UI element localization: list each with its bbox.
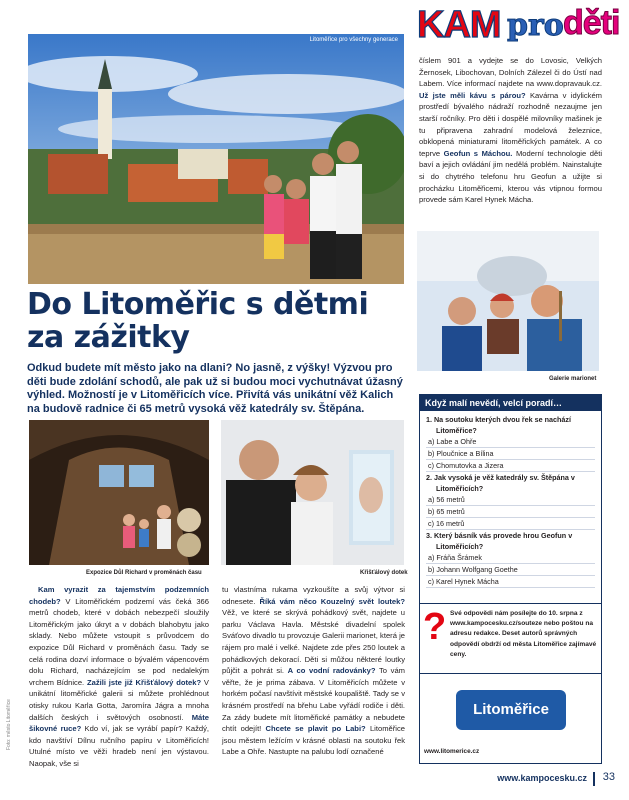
quiz-answer-3a: a) Fráňa Šrámek — [426, 552, 595, 564]
quiz-box — [419, 394, 602, 604]
question-mark-icon: ? — [423, 606, 447, 648]
logo-pro: pro — [507, 8, 564, 43]
heading-hands: Máte šikovné ruce? — [29, 712, 209, 734]
crystal-caption: Křišťálový dotek — [360, 570, 408, 576]
page-footer — [0, 770, 629, 800]
logo-kam-text: KAM — [417, 4, 501, 46]
text-boat-cont: číslem 901 a vydejte se do Lovosic, Velkých Žernosek, Libochovan, Dolních Zálezel či do Ústí nad Labem. Více informací najdete na www.dopravauk.cz. — [419, 56, 602, 89]
text-boat: Litoměřice jsou městem ležícím v krásné oblasti na soutoku řek Labe a Ohře. Nastupte na palubu lodí označené — [222, 724, 405, 757]
litomerice-logo: Litoměřice — [456, 690, 566, 730]
text-crystal: V unikátní litoměřické galerii si můžete prohlédnout otisky rukou Karla Gotta, Jaromíra Jágra a mnoha dalších českých i světových osobností. — [29, 677, 209, 722]
expo-photo — [29, 420, 209, 565]
heading-puppets: Říká vám něco Kouzelný svět loutek? — [259, 596, 406, 606]
quiz-answer-2c: c) 16 metrů — [426, 518, 595, 530]
main-photo-credit: Litoměřice pro všechny generace — [309, 37, 398, 43]
heading-crystal: Zažili jste již Křišťálový dotek? — [86, 677, 202, 687]
page-number: 33 — [602, 771, 615, 783]
quiz-answer-3b: b) Johann Wolfgang Goethe — [426, 564, 595, 576]
partner-url[interactable]: www.litomerice.cz — [424, 748, 480, 755]
marionet-caption: Galerie marionet — [549, 376, 597, 382]
heading-water: A co vodní radovánky? — [287, 666, 376, 676]
quiz-answer-1b: b) Ploučnice a Bílina — [426, 448, 595, 460]
text-paper: tu vlastníma rukama vyzkoušíte a svůj výtvor si odnesete. — [222, 585, 405, 606]
heading-boat: Chcete se plavit po Labi? — [265, 724, 366, 734]
marionet-photo — [417, 231, 599, 371]
article-lead: Odkud budete mít město jako na dlani? No jasně, z výšky! Výzvou pro děti bude zdolání schodů, ale pak už si budou moci vychutnávat úžasný výhled. Možností je v Litoměřicích více. Přivítá vás unikátní věž Kalich na budově radnice či 65 metrů vysoká věž katedrály sv. Štěpána. — [27, 362, 403, 415]
text-water: To vám věřte, že je prima zábava. V Litoměřicích můžete v horkém počasí navštívit městské koupaliště. Tady se v krásném prostředí na břehu Labe vyřádí rodiče i děti. Za zády budete mít litoměřické památky a nebudete chtít odejít! — [222, 666, 406, 734]
quiz-body — [420, 411, 601, 588]
quiz-header: Když malí nevědí, velcí poradí… — [420, 395, 601, 411]
main-photo — [28, 34, 404, 284]
footer-divider — [593, 772, 595, 786]
heading-geofun: Geofun s Máchou. — [443, 148, 513, 158]
quiz-answer-3c: c) Karel Hynek Mácha — [426, 576, 595, 588]
text-coffee: Kavárna v idylickém prostředí bývalého nádraží rozhodně nezaujme jen starší ročníky. Pro děti i dospělé milovníky mašinek je tu připravena zahradní modelová železnice, obklopená miniaturami litoměřických památek. A co teprve — [419, 90, 603, 158]
title-line-1: Do Litoměřic s dětmi — [27, 287, 369, 322]
text-geofun: Moderní technologie děti baví a jejich ovládání jim nedělá problém. Nainstalujte si do chytrého telefonu hru Geofun a užijte si procházku Litoměřicemi, kterou vás vtipnou formou provede sám Karel Hynek Mácha. — [419, 148, 603, 205]
expo-caption: Expozice Důl Richard v proměnách času — [86, 570, 202, 576]
text-column-1 — [29, 584, 209, 770]
quiz-answer-1c: c) Chomutovka a Jizera — [426, 460, 595, 472]
heading-coffee: Už jste měli kávu s párou? — [419, 90, 526, 100]
quiz-answer-2a: a) 56 metrů — [426, 494, 595, 506]
crystal-photo — [221, 420, 404, 565]
text-underground: V Litoměřickém podzemí vás čeká 366 metrů chodeb, které v dobách nebezpečí sloužily Litoměřickým jako úkryt a v dobách blahobytu jako sklady. Nebo můžete vstoupit s průvodcem do expozice Důl Richard v proměnách času. Tady se celá rodina dozví informace o bývalém vápencovém dolu Richard, nacházejícím se pod nedalekým vrchem Bídnice. — [29, 596, 209, 687]
quiz-question-2: 2. Jak vysoká je věž katedrály sv. Štěpána v Litoměřicích? — [426, 473, 575, 493]
footer-url[interactable]: www.kampocesku.cz — [497, 773, 587, 783]
text-column-2 — [222, 584, 405, 758]
photo-credit-vertical: Foto: město Litoměřice — [6, 699, 12, 750]
partner-box — [419, 674, 602, 764]
text-puppets: Věž, ve které se skrývá pohádkový svět, najdete u parku Václava Havla. Městské divadelní spolek Sváťovo divadlo tu provozuje Galerii marionet, která je rájem pro malé i velké. Najdete zde přes 250 loutek a pohádkových dekorací. Děti si můžou některé loutky půjčit a pohrát si. — [222, 608, 405, 676]
logo-kam — [417, 4, 501, 47]
text-column-3 — [419, 55, 602, 206]
heading-underground: Kam vyrazit za tajemstvím podzemních chodeb? — [29, 585, 209, 606]
contest-text: Své odpovědi nám posílejte do 10. srpna z www.kampocesku.cz/souteze nebo poštou na adresu redakce. Deset autorů správných odpovědí obdrží od města Litoměřice zajímavé ceny. — [450, 610, 597, 658]
text-hands: Kdo ví, jak se vyrábí papír? Každý, kdo navštíví Dílnu ručního papíru v Litoměřicích! Utulné místo ve věži hradeb není jen výstavou. Naopak, vše si — [29, 724, 210, 768]
contest-box — [419, 604, 602, 674]
quiz-question-3: 3. Který básník vás provede hrou Geofun v Litoměřicích? — [426, 531, 573, 551]
logo-deti: děti — [563, 4, 620, 42]
quiz-question-1: 1. Na soutoku kterých dvou řek se nachází Litoměřice? — [426, 415, 571, 435]
quiz-answer-1a: a) Labe a Ohře — [426, 436, 595, 448]
quiz-answer-2b: b) 65 metrů — [426, 506, 595, 518]
title-line-2: za zážitky — [27, 320, 190, 355]
magazine-logo — [417, 4, 625, 48]
article-title — [27, 288, 407, 354]
